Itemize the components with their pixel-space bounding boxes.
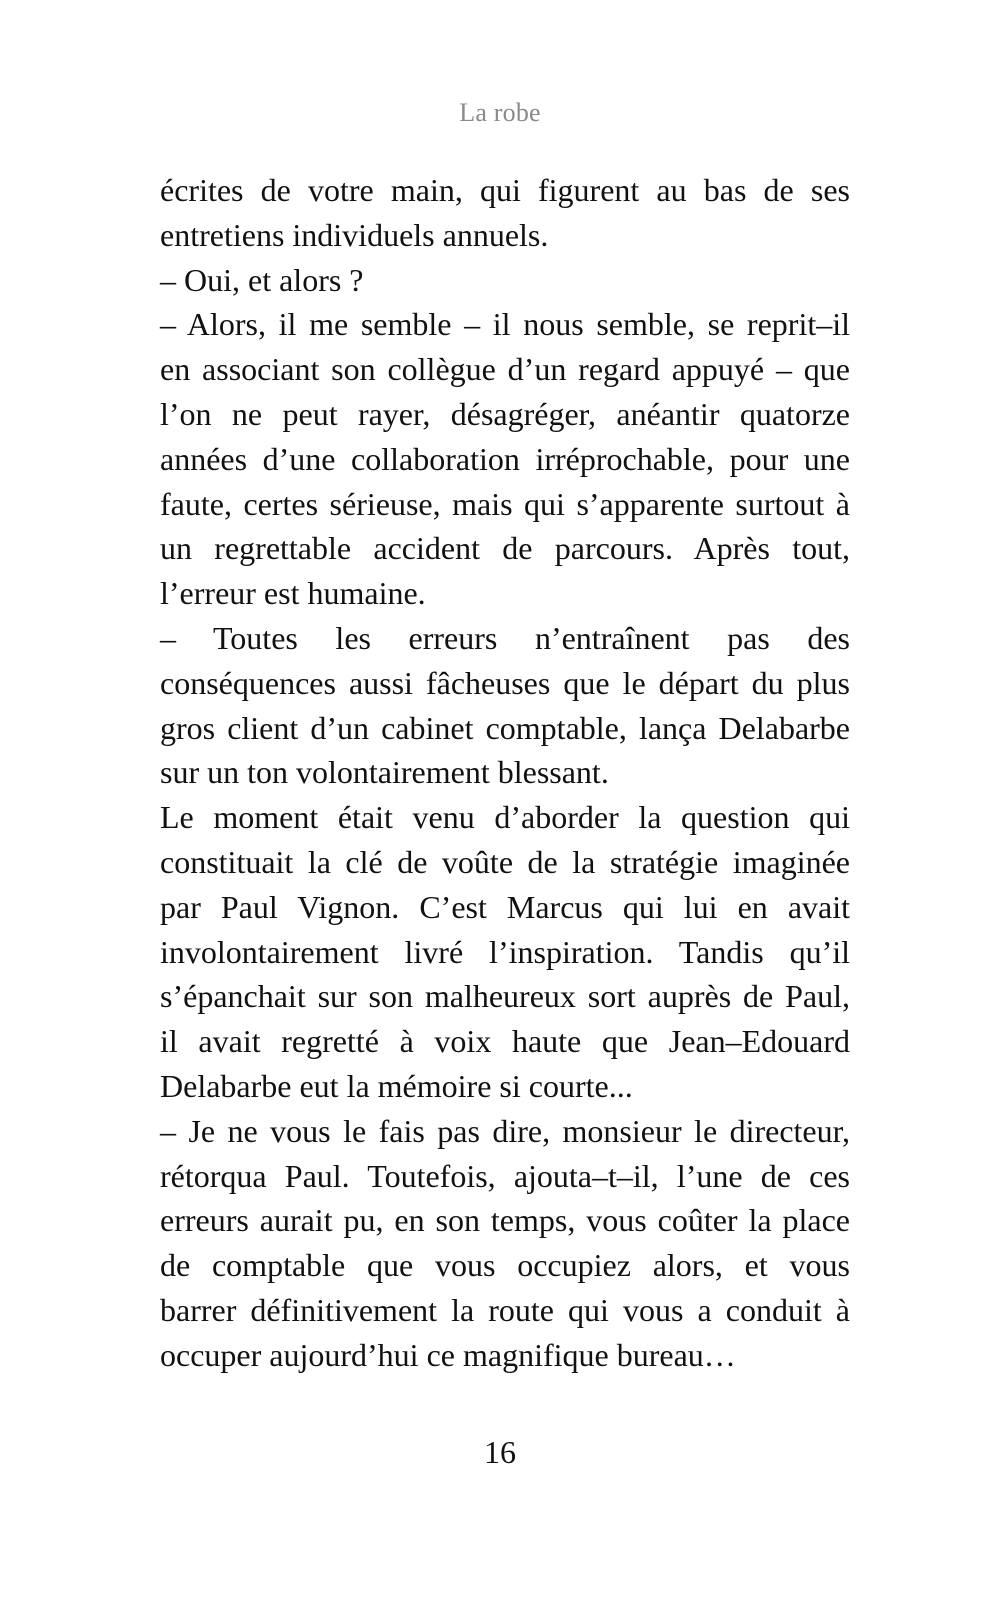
text-line: involontairement livré l’inspiration. Tandis qu’il [160, 933, 850, 970]
running-header: La robe [459, 98, 541, 127]
text-line: conséquences aussi fâcheuses que le départ du plus [160, 664, 850, 701]
text-line: s’épanchait sur son malheureux sort auprès de Paul, [160, 978, 850, 1015]
text-line: en associant son collègue d’un regard appuyé – que [160, 351, 850, 388]
text-line: de comptable que vous occupiez alors, et vous [160, 1247, 850, 1284]
text-line: rétorqua Paul. Toutefois, ajouta–t–il, l’une de ces [160, 1157, 850, 1194]
text-line: – Je ne vous le fais pas dire, monsieur le directeur, [160, 1112, 850, 1149]
text-line: il avait regretté à voix haute que Jean–Edouard [160, 1023, 850, 1060]
text-line: gros client d’un cabinet comptable, lança Delabarbe [160, 709, 850, 746]
text-line: années d’une collaboration irréprochable, pour une [160, 440, 850, 477]
text-line: barrer définitivement la route qui vous a conduit à [160, 1291, 850, 1328]
text-line: – Alors, il me semble – il nous semble, se reprit–il [160, 306, 850, 343]
text-line: – Oui, et alors ? [160, 261, 364, 298]
text-line: faute, certes sérieuse, mais qui s’apparente surtout à [160, 485, 850, 522]
text-line: entretiens individuels annuels. [160, 216, 549, 253]
text-line: l’on ne peut rayer, désagréger, anéantir quatorze [160, 395, 850, 432]
text-line: – Toutes les erreurs n’entraînent pas des [160, 619, 850, 656]
text-line: occuper aujourd’hui ce magnifique bureau… [160, 1336, 736, 1373]
text-line: l’erreur est humaine. [160, 575, 426, 612]
text-line: constituait la clé de voûte de la stratégie imaginée [160, 843, 850, 880]
text-line: Delabarbe eut la mémoire si courte... [160, 1067, 633, 1104]
page-number: 16 [484, 1434, 516, 1470]
text-line: sur un ton volontairement blessant. [160, 754, 609, 791]
text-line: Le moment était venu d’aborder la question qui [160, 799, 850, 836]
text-line: erreurs aurait pu, en son temps, vous coûter la place [160, 1202, 850, 1239]
text-line: par Paul Vignon. C’est Marcus qui lui en avait [160, 888, 850, 925]
text-line: écrites de votre main, qui figurent au bas de ses [160, 172, 850, 208]
text-line: un regrettable accident de parcours. Après tout, [160, 530, 850, 567]
body-text [160, 168, 850, 1378]
